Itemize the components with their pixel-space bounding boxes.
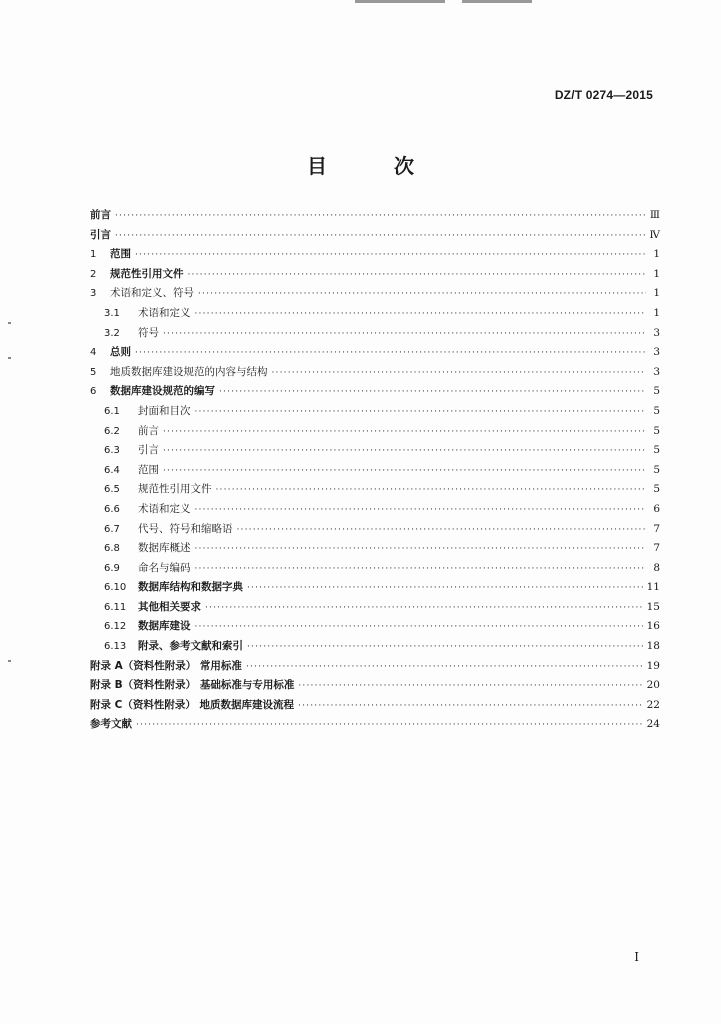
toc-leader-dots (195, 560, 647, 580)
toc-entry-label: 范围 (110, 248, 131, 261)
toc-leader-dots (163, 442, 646, 462)
toc-entry-page: 18 (646, 640, 660, 653)
toc-entry-number: 6.1 (104, 405, 120, 417)
toc-entry-label: 术语和定义 (138, 306, 191, 319)
toc-entry-number: 6.12 (104, 621, 127, 633)
toc-entry-number: 6.6 (104, 503, 120, 515)
margin-mark (8, 660, 11, 662)
toc-entry-label: 术语和定义 (138, 502, 191, 515)
toc-leader-dots (135, 246, 646, 266)
toc-leader-dots (298, 697, 643, 717)
toc-entry[interactable] (90, 441, 660, 461)
toc-entry[interactable] (90, 422, 660, 442)
toc-entry-page: 7 (653, 522, 660, 535)
toc-leader-dots (163, 462, 646, 482)
toc-entry-page: 11 (646, 581, 660, 594)
toc-leader-dots (247, 579, 643, 599)
toc-entry-page: 5 (653, 463, 660, 476)
toc-entry-page: 6 (653, 502, 660, 515)
toc-entry-label: 数据库结构和数据字典 (138, 581, 243, 594)
toc-entry[interactable] (90, 382, 660, 402)
toc-leader-dots (195, 305, 647, 325)
toc-entry[interactable] (90, 304, 660, 324)
toc-entry[interactable] (90, 696, 660, 716)
toc-entry-page: Ⅲ (649, 209, 660, 221)
toc-entry[interactable] (90, 226, 660, 246)
toc-entry-number: 3.2 (104, 327, 120, 339)
toc-entry[interactable] (90, 617, 660, 637)
scan-artifact (462, 0, 532, 3)
toc-entry-number: 6.8 (104, 543, 120, 555)
toc-leader-dots (188, 266, 647, 286)
toc-entry-label: 前言 (90, 209, 111, 221)
toc-entry-label: 附录 B（资料性附录） 基础标准与专用标准 (90, 679, 295, 692)
toc-entry-label: 数据库建设规范的编写 (110, 385, 215, 398)
toc-entry[interactable] (90, 598, 660, 618)
toc-entry[interactable] (90, 676, 660, 696)
toc-leader-dots (195, 403, 647, 423)
toc-leader-dots (135, 344, 646, 364)
scan-artifact (355, 0, 445, 3)
toc-entry-page: 3 (653, 326, 660, 339)
toc-entry-number: 4 (90, 347, 97, 359)
toc-entry-label: 附录 A（资料性附录） 常用标准 (90, 659, 242, 672)
toc-entry[interactable] (90, 500, 660, 520)
toc-entry[interactable] (90, 343, 660, 363)
toc-entry-page: 1 (653, 306, 660, 319)
margin-mark (8, 322, 11, 324)
toc-leader-dots (195, 618, 643, 638)
toc-entry-page: 16 (646, 620, 660, 633)
toc-leader-dots (237, 521, 647, 541)
toc-entry[interactable] (90, 539, 660, 559)
toc-leader-dots (272, 364, 647, 384)
toc-entry-number: 5 (90, 366, 97, 378)
toc-entry-page: 1 (653, 248, 660, 261)
toc-entry[interactable] (90, 559, 660, 579)
toc-entry-label: 封面和目次 (138, 404, 191, 417)
toc-entry[interactable] (90, 637, 660, 657)
toc-entry-number: 6.13 (104, 641, 127, 653)
toc-entry[interactable] (90, 461, 660, 481)
toc-entry-label: 参考文献 (90, 718, 132, 731)
toc-entry-label: 代号、符号和缩略语 (138, 522, 233, 535)
toc-entry[interactable] (90, 363, 660, 383)
toc-entry-page: 5 (653, 483, 660, 496)
toc-entry[interactable] (90, 206, 660, 226)
toc-entry-page: 5 (653, 444, 660, 457)
toc-leader-dots (195, 540, 647, 560)
toc-entry-page: 20 (646, 679, 660, 692)
toc-entry-page: 3 (653, 365, 660, 378)
toc-entry-page: 22 (646, 698, 660, 711)
toc-entry-number: 6 (90, 386, 97, 398)
toc-entry-label: 数据库概述 (138, 542, 191, 555)
toc-entry-label: 规范性引用文件 (110, 267, 184, 280)
document-code: DZ/T 0274—2015 (554, 88, 653, 102)
toc-leader-dots (246, 658, 643, 678)
toc-entry-page: 19 (646, 659, 660, 672)
toc-entry-label: 总则 (110, 346, 131, 359)
toc-entry-page: 1 (653, 287, 660, 300)
toc-entry-page: 15 (646, 600, 660, 613)
toc-entry-page: Ⅳ (649, 228, 660, 241)
toc-list (90, 206, 660, 735)
toc-entry-number: 6.5 (104, 484, 120, 496)
toc-entry-number: 3 (90, 288, 97, 300)
toc-leader-dots (216, 481, 647, 501)
toc-entry-label: 附录、参考文献和索引 (138, 640, 243, 653)
toc-entry-page: 5 (653, 404, 660, 417)
toc-entry-number: 6.4 (104, 464, 120, 476)
toc-entry-number: 6.3 (104, 445, 120, 457)
toc-leader-dots (247, 638, 643, 658)
toc-entry-number: 3.1 (104, 307, 120, 319)
toc-entry-number: 2 (90, 268, 97, 280)
toc-entry-page: 3 (653, 346, 660, 359)
toc-entry[interactable] (90, 480, 660, 500)
toc-leader-dots (195, 501, 647, 521)
toc-entry-page: 1 (653, 267, 660, 280)
toc-entry-number: 1 (90, 249, 97, 261)
toc-leader-dots (115, 227, 646, 247)
toc-entry-page: 8 (653, 561, 660, 574)
toc-entry-label: 附录 C（资料性附录） 地质数据库建设流程 (90, 698, 295, 711)
toc-leader-dots (205, 599, 643, 619)
toc-leader-dots (136, 716, 643, 736)
toc-leader-dots (115, 207, 646, 227)
toc-entry[interactable] (90, 245, 660, 265)
toc-entry-label: 数据库建设 (138, 620, 191, 633)
toc-entry-label: 符号 (138, 326, 159, 339)
toc-entry-page: 7 (653, 542, 660, 555)
toc-entry-label: 范围 (138, 463, 159, 476)
toc-entry[interactable] (90, 657, 660, 677)
toc-entry[interactable] (90, 520, 660, 540)
toc-entry-label: 引言 (90, 228, 111, 241)
margin-mark (8, 357, 11, 359)
toc-leader-dots (163, 423, 646, 443)
toc-leader-dots (298, 677, 642, 697)
toc-entry[interactable] (90, 402, 660, 422)
toc-entry-label: 术语和定义、符号 (110, 287, 194, 300)
toc-entry-label: 引言 (138, 444, 159, 457)
toc-title: 目 次 (307, 154, 444, 178)
toc-entry-label: 规范性引用文件 (138, 483, 212, 496)
toc-entry-number: 6.9 (104, 562, 120, 574)
toc-entry[interactable] (90, 284, 660, 304)
toc-entry-number: 6.11 (104, 601, 127, 613)
toc-leader-dots (163, 325, 646, 345)
toc-entry-page: 5 (653, 385, 660, 398)
toc-entry-number: 6.7 (104, 523, 120, 535)
toc-leader-dots (198, 285, 646, 305)
page-number: Ⅰ (634, 950, 639, 964)
toc-entry-page: 24 (646, 718, 660, 731)
toc-entry-label: 其他相关要求 (138, 600, 201, 613)
toc-leader-dots (219, 383, 646, 403)
toc-entry-label: 命名与编码 (138, 561, 191, 574)
toc-entry-number: 6.10 (104, 582, 127, 594)
toc-entry-number: 6.2 (104, 425, 120, 437)
toc-entry[interactable] (90, 578, 660, 598)
toc-entry-label: 前言 (138, 424, 159, 437)
toc-entry-page: 5 (653, 424, 660, 437)
toc-entry[interactable] (90, 324, 660, 344)
toc-entry-label: 地质数据库建设规范的内容与结构 (110, 365, 268, 378)
toc-entry[interactable] (90, 715, 660, 735)
toc-entry[interactable] (90, 265, 660, 285)
